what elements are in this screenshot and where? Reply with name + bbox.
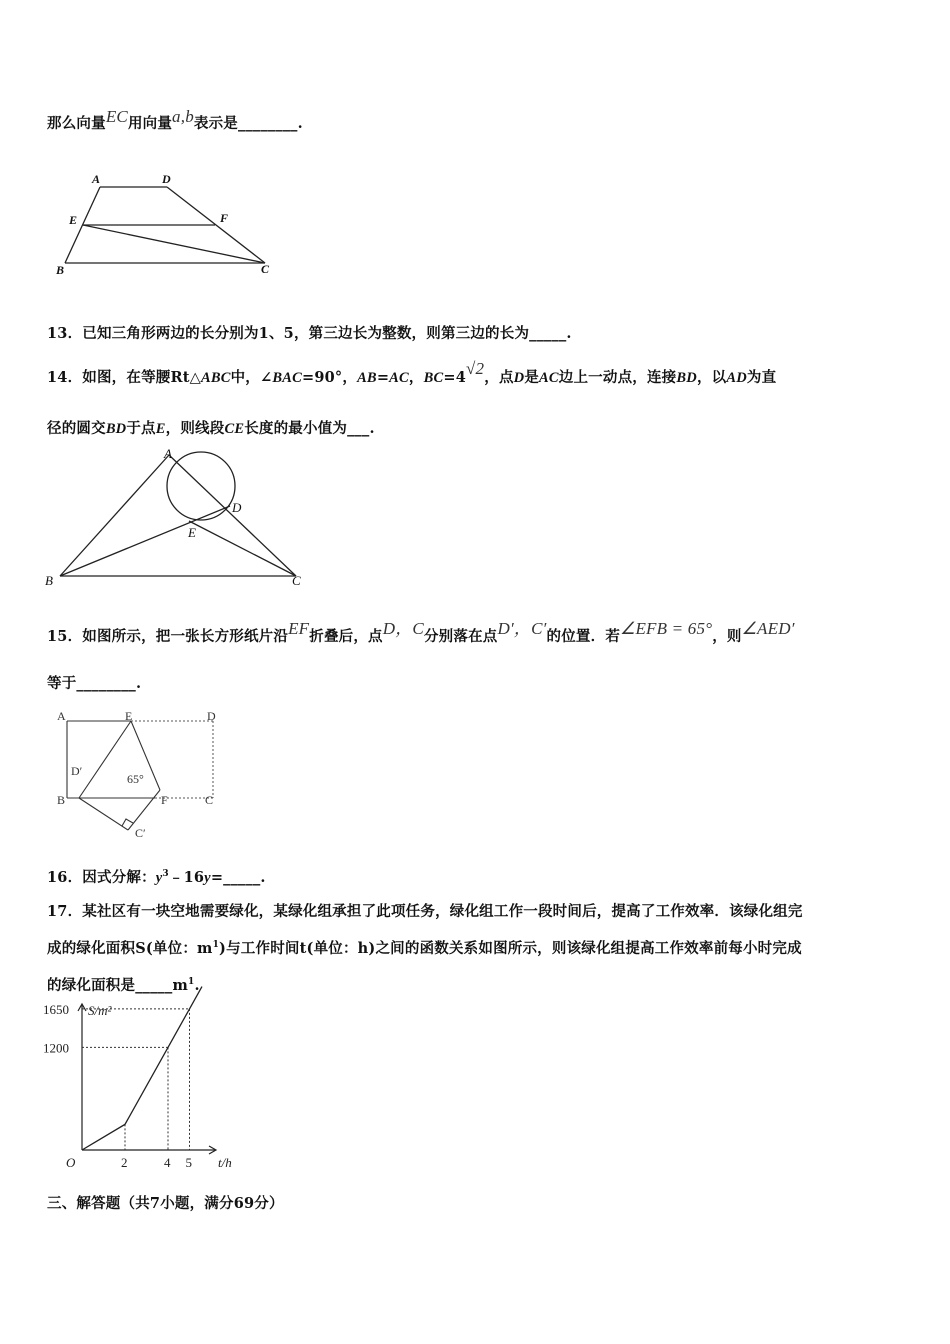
label-e: E [69,213,78,227]
y-axis-label: S/m² [88,1003,112,1018]
label-c: C [261,262,270,276]
angle-65: 65° [127,772,144,786]
q15-line-1: 15．如图所示，把一张长方形纸片沿EF折叠后，点D，C分别落在点D′，C′的位置．若∠EFB = 65°，则∠AED′ [47,619,795,645]
label-d: D [162,172,171,186]
label-e: E [125,709,133,723]
label-d: D [232,500,242,515]
label-a: A [164,446,172,461]
label-d: D [207,709,216,723]
y-tick-1200: 1200 [43,1040,69,1056]
q12-line [47,107,303,133]
x-tick-5: 5 [185,1155,192,1170]
label-c-prime: C′ [135,826,146,840]
label-e: E [188,525,196,540]
q12-mid: 用向量 [127,115,173,132]
label-c: C [205,793,214,807]
q12-prefix: 那么向量 [47,115,106,132]
q15-line-2: 等于________. [47,675,142,692]
origin-label: O [66,1155,76,1170]
triangle-circle-figure [40,445,320,590]
y-tick-1650: 1650 [43,1001,69,1017]
sqrt-2: √2 [466,359,485,378]
section-3-heading: 三、解答题（共7小题，满分69分） [47,1195,284,1212]
vector-ec: EC [105,107,128,126]
q14-line-1: 14．如图，在等腰Rt△ABC中，∠BAC=90°，AB=AC，BC=4√2，点D是AC边上一动点，连接BD，以AD为直 [47,359,777,386]
x-tick-4: 4 [164,1155,171,1170]
folded-rectangle-figure [55,705,230,840]
q12-suffix: 表示是________. [193,115,303,132]
q17-line-1: 17．某社区有一块空地需要绿化，某绿化组承担了此项任务，绿化组工作一段时间后，提高了工作效率．该绿化组完 [47,903,803,920]
x-axis-label: t/h [218,1155,232,1170]
label-d-prime: D′ [71,764,83,778]
q17-line-2: 成的绿化面积S(单位：$m^1$)与工作时间t(单位：h)之间的函数关系如图所示，则该绿化组提高工作效率前每小时完成 [47,940,802,957]
vector-ab: a,b [172,107,194,126]
q14-line-2: 径的圆交BD于点E，则线段CE长度的最小值为___. [47,420,375,437]
x-tick-2: 2 [121,1155,128,1170]
label-a: A [92,172,101,186]
label-f: F [161,793,168,807]
label-a: A [57,709,66,723]
trapezoid-figure [50,168,290,278]
label-b: B [56,263,65,277]
label-b: B [57,793,66,807]
label-f: F [220,211,229,225]
area-time-chart [40,1003,250,1178]
q16-line: 16．因式分解：$y^3﹣16y=\_\_\_\_\_$. [47,869,266,886]
q13-line: 13．已知三角形两边的长分别为1、5，第三边长为整数，则第三边的长为_____. [47,325,572,342]
q17-line-3: 的绿化面积是$\_\_\_\_\_m^1$. [47,977,200,994]
label-b: B [45,573,53,588]
label-c: C [292,573,301,588]
